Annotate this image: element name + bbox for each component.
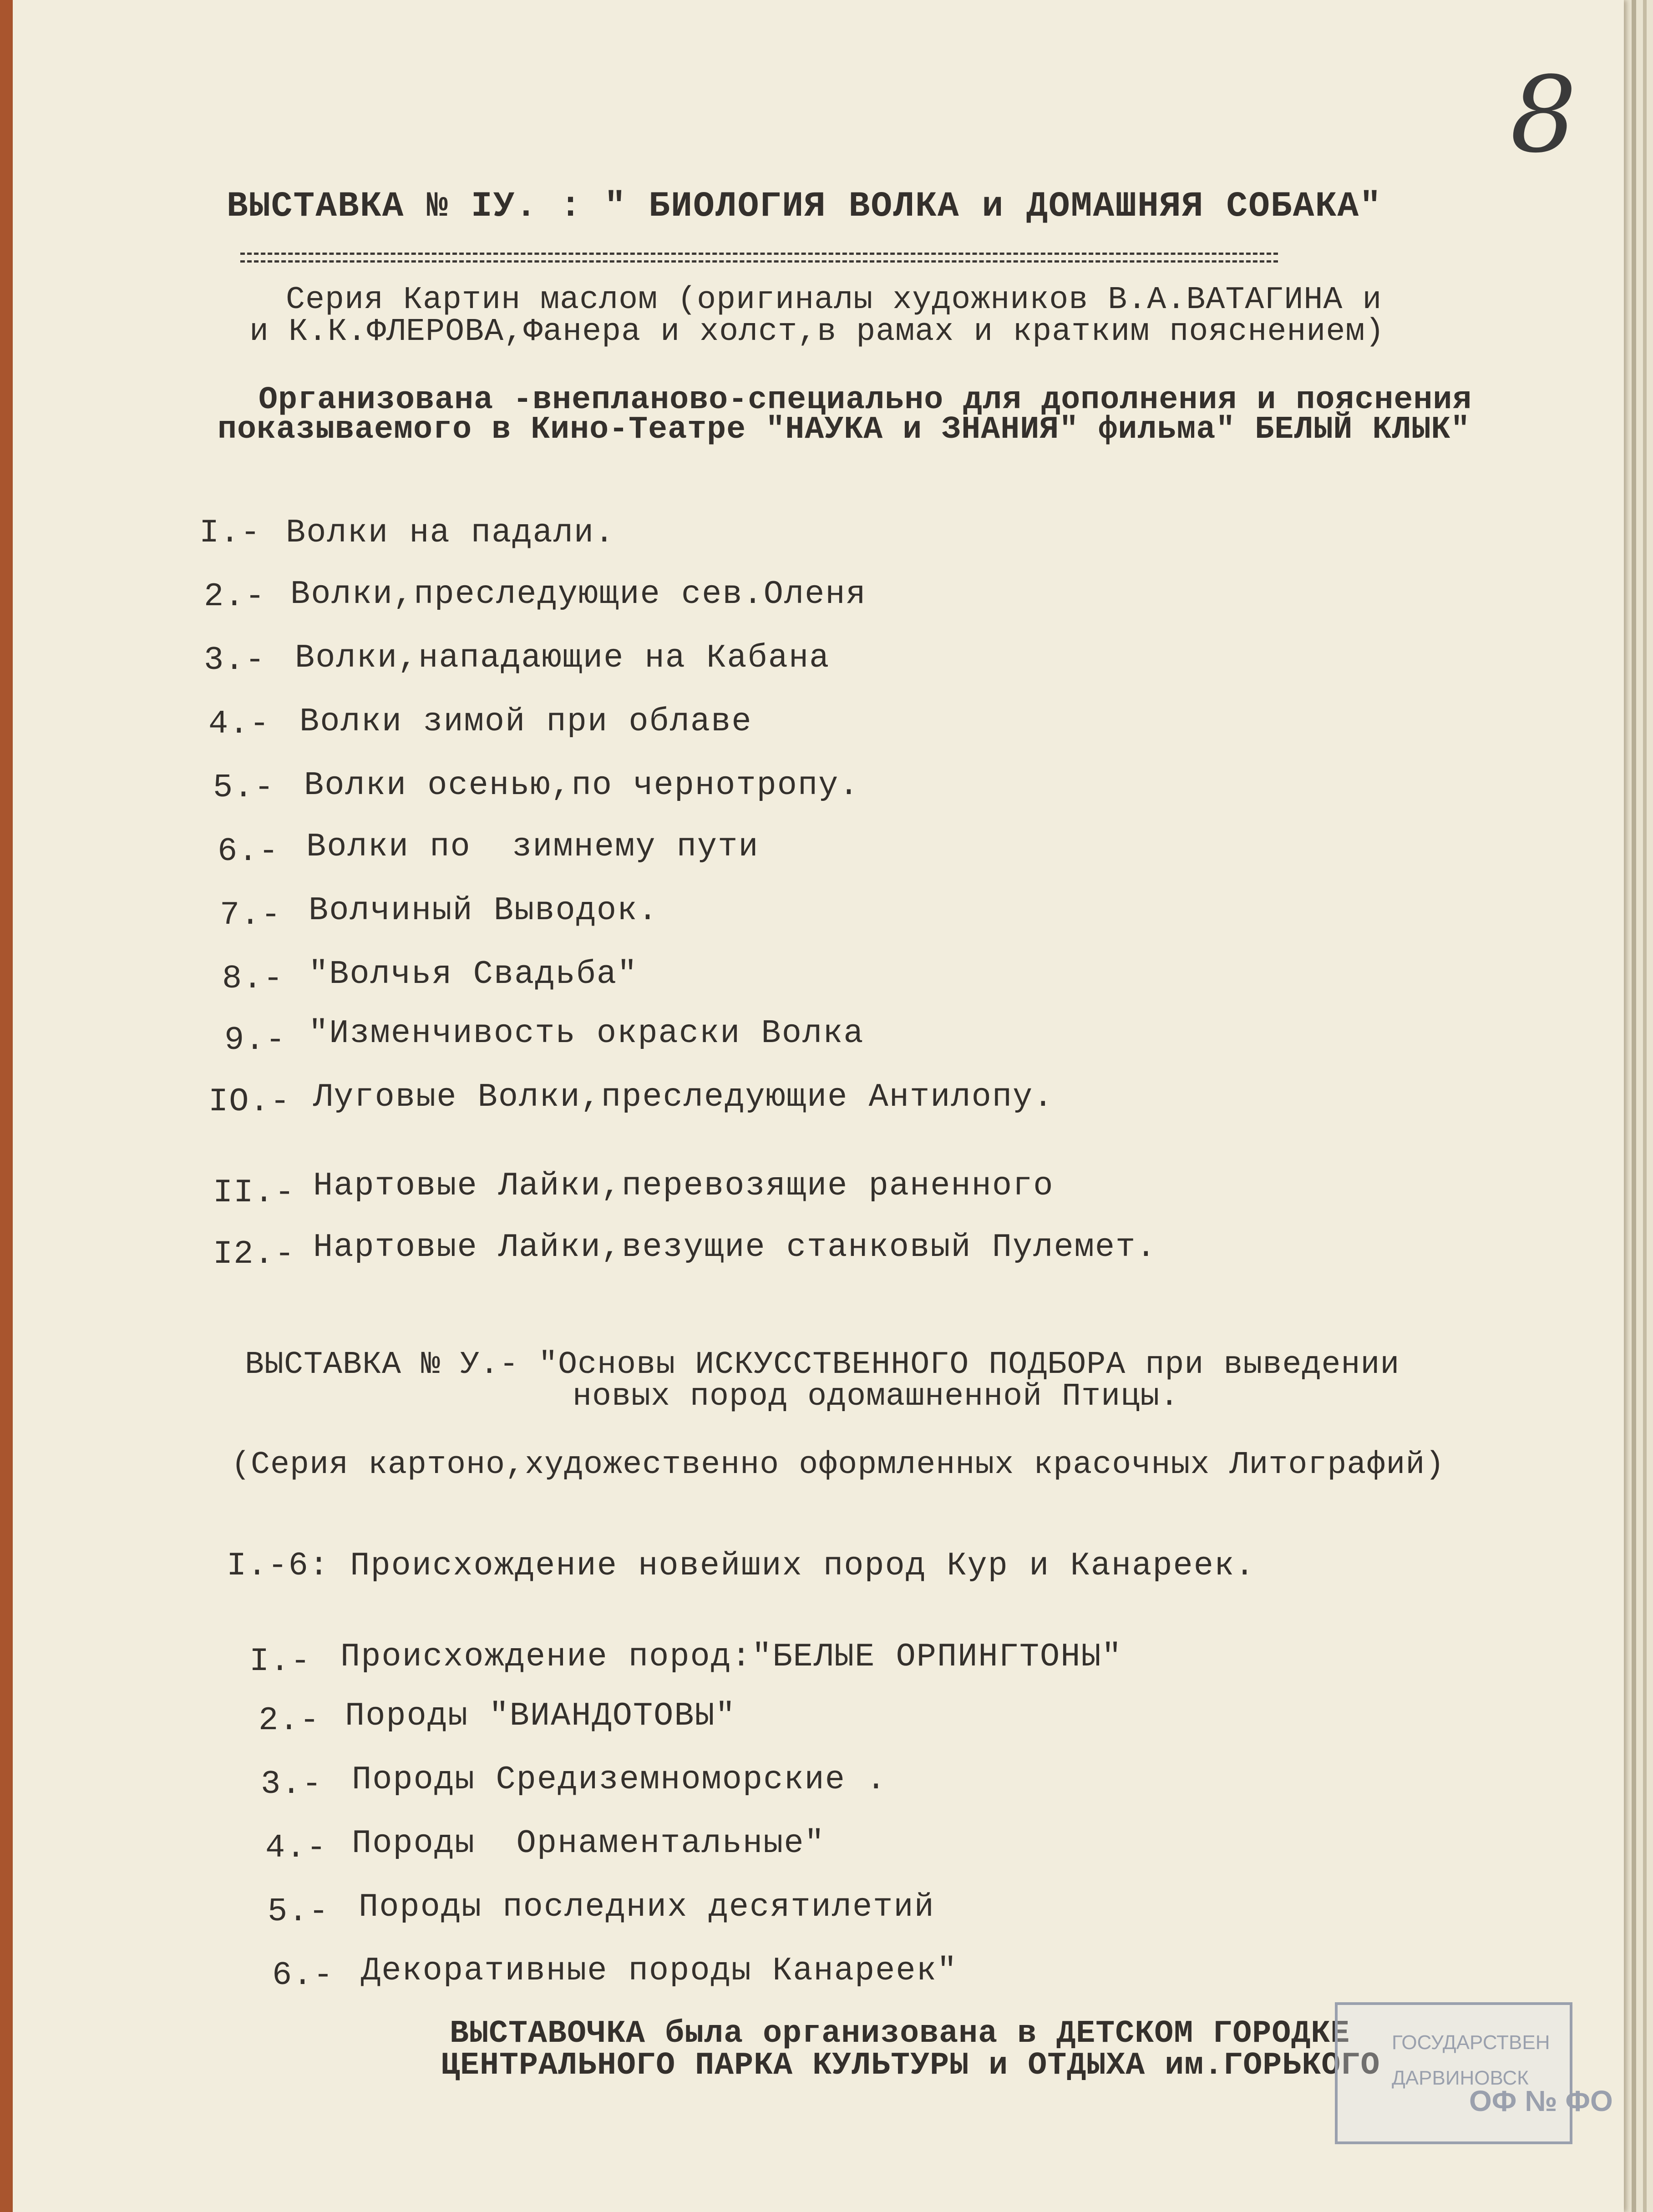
page-edge-shadow-2 [1643,0,1647,2212]
item-number: 6.- [272,1957,334,1994]
item-number: 4.- [265,1829,327,1867]
title-underline [240,253,1278,255]
item-number: 5.- [268,1893,330,1930]
item-text: Породы последних десятилетий [359,1888,935,1926]
item-text: Волки,преследующие сев.Оленя [290,576,867,613]
item-number: 3.- [204,642,266,679]
footer-line1: ВЫСТАВОЧКА была организована в ДЕТСКОМ ГОРОДКЕ [450,2016,1350,2052]
item-number: 5.- [213,769,275,806]
item-text: Породы Орнаментальные" [352,1825,825,1862]
item-text: Нартовые Лайки,везущие станковый Пулемет. [313,1229,1157,1266]
exhibit5-desc: (Серия картоно,художественно оформленных красочных Литографий) [231,1447,1445,1483]
item-text: Волки зимой при облаве [299,703,752,740]
item-number: IO.- [208,1083,291,1120]
item-text: "Изменчивость окраски Волка [309,1015,864,1052]
item-number: 9.- [224,1022,286,1059]
item-number: II.- [213,1174,295,1211]
item-text: Происхождение пород:"БЕЛЫЕ ОРПИНГТОНЫ" [340,1638,1122,1675]
document-sheet [13,0,1624,2212]
stamp-line2: ДАРВИНОВСК [1392,2067,1529,2089]
item-number: 4.- [208,705,270,743]
stamp-line1: ГОСУДАРСТВЕН [1392,2031,1550,2054]
exhibit5-title-line2: новых пород одомашненной Птицы. [573,1379,1180,1415]
item-text: Волки осенью,по чернотропу. [304,767,860,804]
item-text: Декоративные породы Канареек" [361,1952,958,1989]
item-text: Волки,нападающие на Кабана [295,639,830,677]
item-number: 7.- [220,896,282,934]
page-edge-shadow [1632,0,1636,2212]
exhibit4-desc-line2: и К.К.ФЛЕРОВА,Фанера и холст,в рамах и кратким пояснением) [249,314,1385,350]
footer-line2: ЦЕНТРАЛЬНОГО ПАРКА КУЛЬТУРЫ и ОТДЫХА им.ГОРЬКОГО [441,2048,1380,2084]
stamp-line3: ОФ № ФО [1469,2085,1613,2117]
item-number: I.- [249,1643,311,1680]
item-number: I2.- [213,1235,295,1273]
exhibit4-title: ВЫСТАВКА № IУ. : " БИОЛОГИЯ ВОЛКА и ДОМАШНЯЯ СОБАКА" [227,187,1382,227]
title-underline-2 [240,260,1278,263]
item-number: I.- [199,514,261,552]
exhibit5-title-line1: ВЫСТАВКА № У.- "Основы ИСКУССТВЕННОГО ПОДБОРА при выведении [245,1347,1400,1383]
item-text: Нартовые Лайки,перевозящие раненного [313,1167,1054,1205]
item-number: 2.- [259,1702,320,1739]
page-number: 8 [1510,55,1577,176]
item-text: Волки по зимнему пути [306,828,759,866]
item-number: 2.- [204,578,266,615]
exhibit5-group: I.-6: Происхождение новейших пород Кур и Канареек. [227,1547,1256,1584]
item-number: 3.- [261,1766,323,1803]
exhibit4-org-line1: Организована -внепланово-специально для дополнения и пояснения [259,382,1472,418]
exhibit4-org-line2: показываемого в Кино-Театре "НАУКА и ЗНАНИЯ" фильма" БЕЛЫЙ КЛЫК" [218,412,1470,448]
item-text: Волки на падали. [286,514,615,552]
item-text: Волчиный Выводок. [309,892,659,929]
item-text: "Волчья Свадьба" [309,956,638,993]
item-text: Породы Средиземноморские . [352,1761,887,1798]
item-number: 8.- [222,960,284,997]
item-text: Луговые Волки,преследующие Антилопу. [313,1078,1054,1116]
exhibit4-desc-line1: Серия Картин маслом (оригиналы художников В.А.ВАТАГИНА и [286,282,1382,318]
item-text: Породы "ВИАНДОТОВЫ" [345,1697,736,1735]
item-number: 6.- [218,833,279,870]
